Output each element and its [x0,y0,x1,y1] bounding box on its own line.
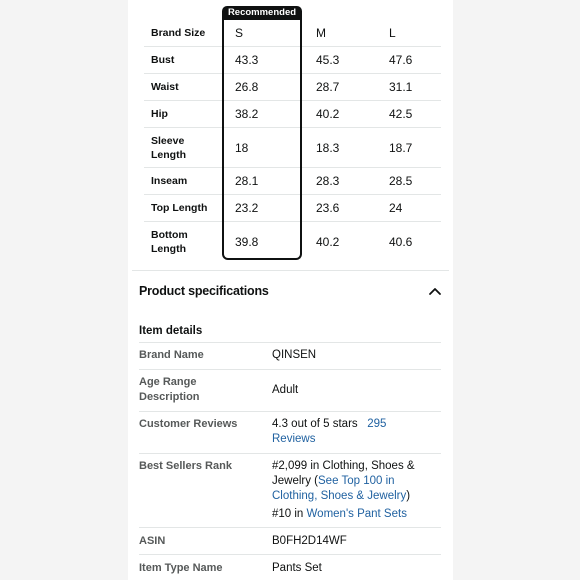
size-header-s: S [235,26,244,40]
spec-value: QINSEN [272,349,317,361]
recommended-badge: Recommended [222,6,302,20]
size-value: 23.2 [235,201,259,215]
product-specifications-title[interactable]: Product specifications [139,284,269,298]
reviews-link[interactable]: 295 Reviews [272,418,387,445]
row-divider [139,369,441,370]
item-details-heading: Item details [139,325,203,337]
spec-value [272,417,397,447]
spec-label: Best Sellers Rank [139,460,232,472]
spec-row-asin [128,527,453,554]
size-value: 28.7 [316,80,340,94]
spec-label: Brand Name [139,349,204,361]
spec-row-age-range [128,369,453,411]
size-chart-header-row [128,20,453,47]
size-value: 43.3 [235,53,259,67]
measurement-label: Bottom Length [151,229,188,255]
size-value: 28.5 [389,174,413,188]
size-value: 31.1 [389,80,413,94]
spec-value: Pants Set [272,562,322,574]
size-chart-row [128,101,453,128]
spec-row-best-sellers-rank [128,453,453,527]
rank-text: #2,099 in Clothing, Shoes & Jewelry ( [272,460,415,487]
measurement-label: Top Length [151,202,208,214]
size-value: 40.2 [316,107,340,121]
size-value: 38.2 [235,107,259,121]
size-chart-header-label: Brand Size [151,27,206,39]
rating-text: 4.3 out of 5 stars [272,418,358,430]
row-divider [139,554,441,555]
spec-row-item-type-name [128,554,453,580]
size-value: 18.3 [316,141,340,155]
size-value: 24 [389,201,403,215]
rank-close: ) [406,490,411,502]
spec-value [272,459,422,504]
see-top-100-link[interactable]: See Top 100 in Clothing, Shoes & Jewelry [272,475,407,502]
size-value: 40.2 [316,235,340,249]
section-divider [132,270,449,271]
sub-rank-text: #10 in [272,508,307,520]
size-value: 42.5 [389,107,413,121]
size-value: 47.6 [389,53,413,67]
spec-value: B0FH2D14WF [272,535,347,547]
size-chart-row [128,128,453,168]
size-chart-row [128,222,453,262]
size-header-m: M [316,26,326,40]
size-value: 28.3 [316,174,340,188]
measurement-label: Bust [151,54,175,66]
size-chart-row [128,47,453,74]
size-value: 23.6 [316,201,340,215]
spec-label: ASIN [139,535,166,547]
size-value: 26.8 [235,80,259,94]
size-value: 28.1 [235,174,259,188]
spec-label: Age Range Description [139,376,200,403]
row-divider [139,527,441,528]
spec-row-customer-reviews [128,411,453,453]
size-value: 18.7 [389,141,413,155]
row-divider [139,411,441,412]
spec-sub-value [272,507,432,522]
spec-value: Adult [272,384,299,396]
size-value: 39.8 [235,235,259,249]
product-detail-panel [128,0,453,580]
chevron-up-icon[interactable] [428,284,442,298]
measurement-label: Hip [151,108,168,120]
spec-label: Item Type Name [139,562,223,574]
spec-label: Customer Reviews [139,418,238,430]
womens-pant-sets-link[interactable]: Women's Pant Sets [306,508,407,520]
size-chart-row [128,195,453,222]
size-header-l: L [389,26,396,40]
size-value: 45.3 [316,53,340,67]
size-chart-row [128,74,453,101]
measurement-label: Sleeve Length [151,135,186,161]
spec-row-brand-name [128,342,453,369]
row-divider [139,342,441,343]
size-chart [128,0,453,265]
size-value: 18 [235,141,249,155]
size-chart-row [128,168,453,195]
measurement-label: Inseam [151,175,188,187]
measurement-label: Waist [151,81,179,93]
row-divider [139,453,441,454]
size-value: 40.6 [389,235,413,249]
